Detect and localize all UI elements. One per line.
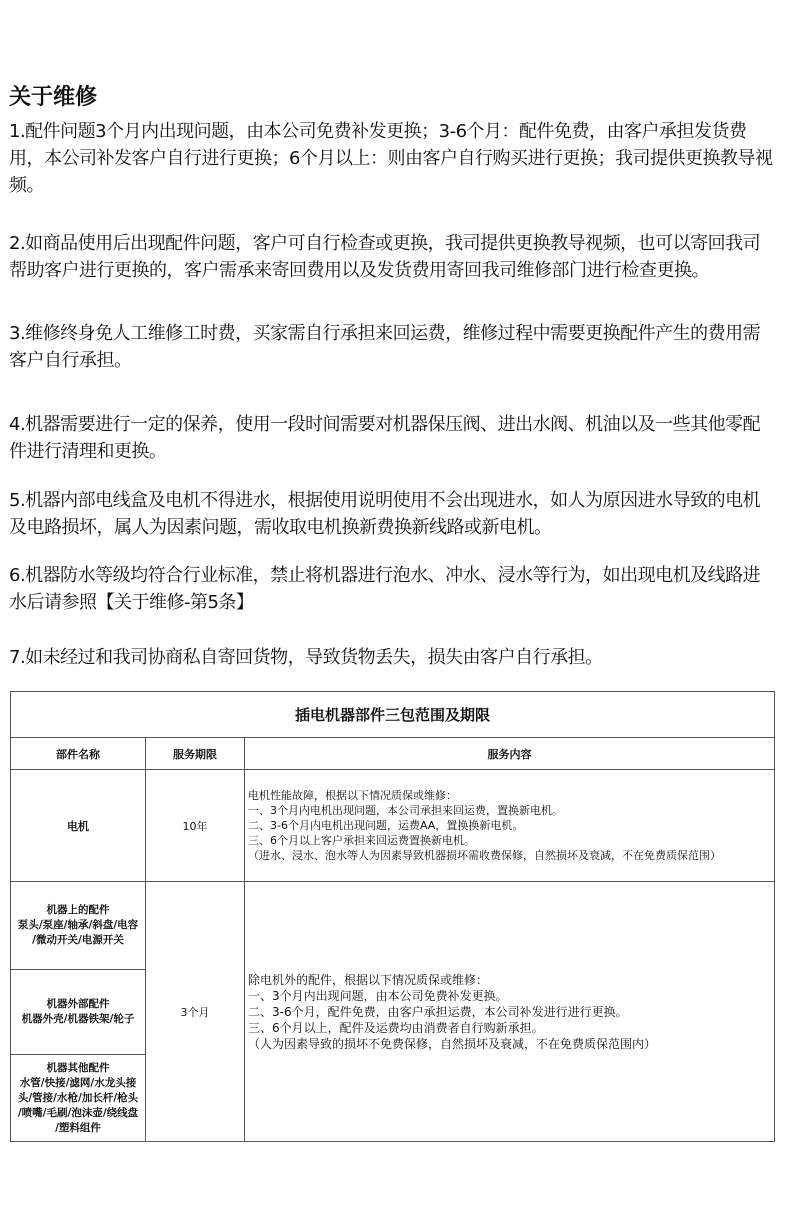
content-line: 电机性能故障，根据以下情况质保或维修： <box>248 789 457 802</box>
part-name-other-parts <box>11 1055 146 1142</box>
period-motor: 10年 <box>146 770 245 882</box>
content-line: 二、3-6个月内电机出现问题，运费AA，置换换新电机。 <box>248 819 524 832</box>
content-parts <box>245 882 775 1142</box>
content-line: 一、3个月内电机出现问题，本公司承担来回运费，置换新电机。 <box>248 804 563 817</box>
content-line: 三、6个月以上客户承担来回运费置换新电机。 <box>248 834 475 847</box>
content-line: （人为因素导致的损坏不免费保修，自然损坏及衰减，不在免费质保范围内） <box>248 1036 657 1051</box>
header-service-period: 服务期限 <box>146 738 245 770</box>
header-service-content: 服务内容 <box>245 738 775 770</box>
repair-rule-4: 4.机器需要进行一定的保养，使用一段时间需要对机器保压阀、进出水阀、机油以及一些其他零配件进行清理和更换。 <box>9 414 761 462</box>
repair-rule-2: 2.如商品使用后出现配件问题，客户可自行检查或更换，我司提供更换教导视频，也可以寄回我司帮助客户进行更换的，客户需承来寄回费用以及发货费用寄回我司维修部门进行检查更换。 <box>9 233 761 281</box>
part-line: /微动开关/电源开关 <box>32 934 124 946</box>
repair-rule-3: 3.维修终身免人工维修工时费，买家需自行承担来回运费，维修过程中需要更换配件产生的费用需客户自行承担。 <box>9 323 761 371</box>
part-line: 机器上的配件 <box>46 904 110 916</box>
period-parts: 3个月 <box>146 882 245 1142</box>
part-line: /喷嘴/毛刷/泡沫壶/绕线盘 <box>17 1106 139 1119</box>
repair-rule-5: 5.机器内部电线盒及电机不得进水，根据使用说明使用不会出现进水，如人为原因进水导致的电机及电路损坏，属人为因素问题，需收取电机换新费换新线路或新电机。 <box>9 490 761 538</box>
content-line: （进水、浸水、泡水等人为因素导致机器损坏需收费保修，自然损坏及衰减，不在免费质保范围） <box>248 849 721 862</box>
part-line: 机器外部配件 <box>46 998 110 1010</box>
content-line: 三、6个月以上，配件及运费均由消费者自行购新承担。 <box>248 1020 544 1035</box>
part-name-machine-parts <box>11 882 146 970</box>
content-line: 二、3-6个月，配件免费，由客户承担运费，本公司补发进行进行更换。 <box>248 1004 628 1019</box>
part-line: 泵头/泵座/轴承/斜盘/电容 <box>17 919 139 931</box>
repair-rule-7: 7.如未经过和我司协商私自寄回货物，导致货物丢失，损失由客户自行承担。 <box>9 647 603 668</box>
page-title: 关于维修 <box>9 85 98 110</box>
table-row-motor <box>11 770 775 882</box>
content-motor <box>245 770 775 882</box>
part-name-external-parts <box>11 970 146 1055</box>
part-line: 水管/快接/滤网/水龙头接 <box>19 1076 137 1089</box>
part-line: 机器其他配件 <box>46 1061 110 1074</box>
content-line: 一、3个月内出现问题，由本公司免费补发更换。 <box>248 988 508 1003</box>
part-name-motor: 电机 <box>11 770 146 882</box>
part-line: 机器外壳/机器铁架/轮子 <box>21 1013 135 1025</box>
content-line: 除电机外的配件，根据以下情况质保或维修： <box>248 972 489 987</box>
repair-rule-1: 1.配件问题3个月内出现问题，由本公司免费补发更换；3-6个月：配件免费，由客户承担发货费用，本公司补发客户自行进行更换；6个月以上：则由客户自行购买进行更换；我司提供更换教导视频。 <box>9 121 773 196</box>
repair-rule-6: 6.机器防水等级均符合行业标准，禁止将机器进行泡水、冲水、浸水等行为，如出现电机及线路进水后请参照【关于维修-第5条】 <box>9 565 761 613</box>
header-part-name: 部件名称 <box>11 738 146 770</box>
part-line: 头/管接/水枪/加长杆/枪头 <box>17 1091 139 1104</box>
table-title: 插电机器部件三包范围及期限 <box>11 692 775 738</box>
warranty-table <box>10 691 775 1142</box>
table-row-machine-parts <box>11 882 775 970</box>
part-line: /塑料组件 <box>55 1121 101 1134</box>
